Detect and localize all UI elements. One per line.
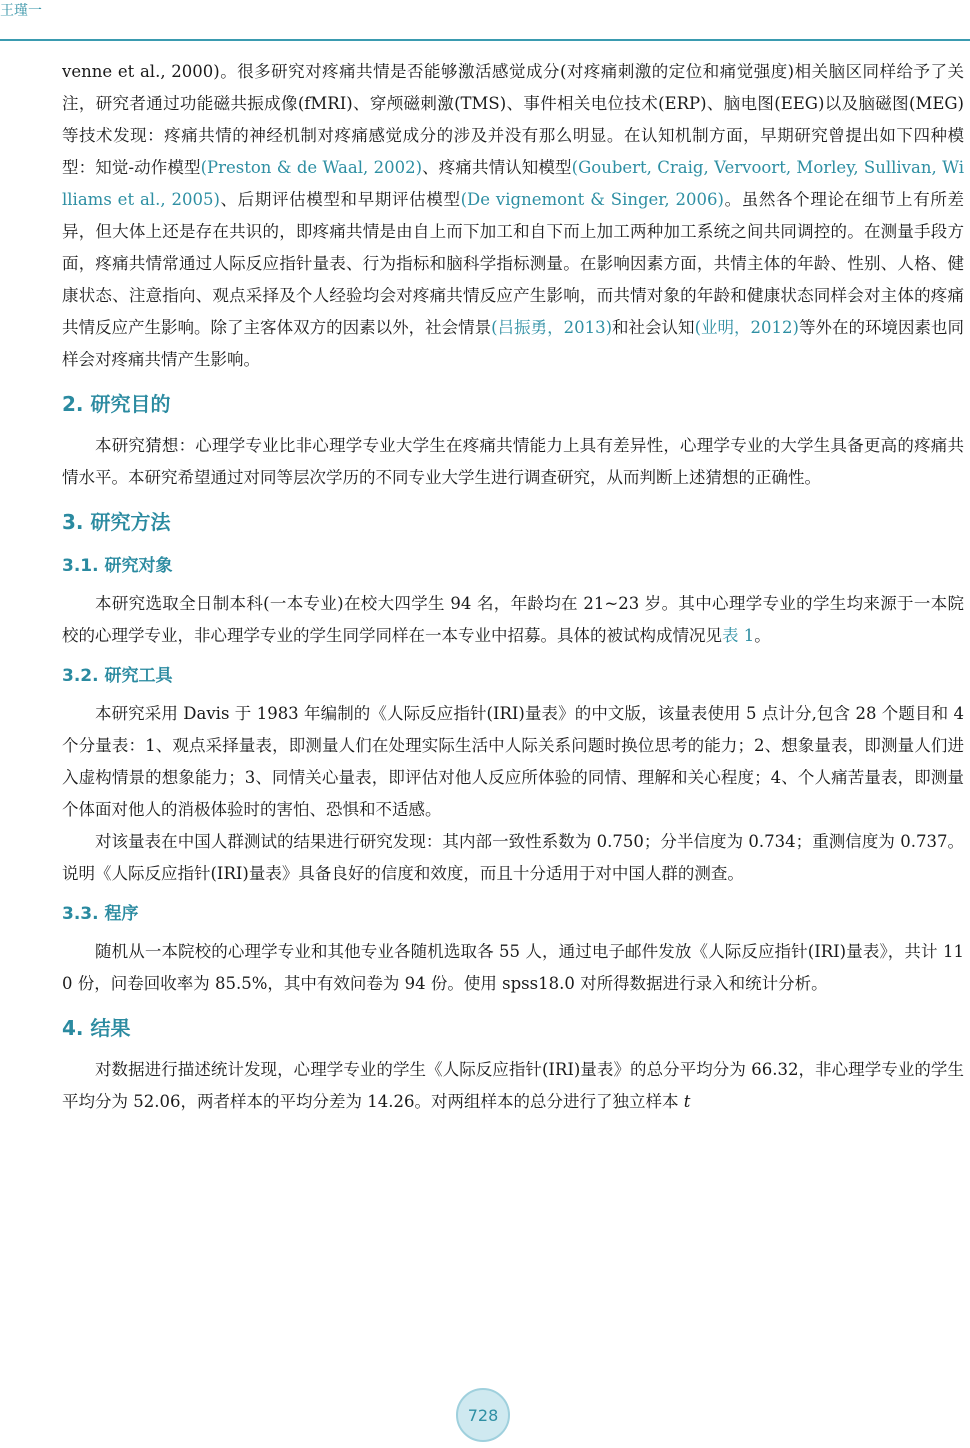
intro-text-3: 、后期评估模型和早期评估模型 <box>219 190 461 209</box>
section-2-heading: 2. 研究目的 <box>62 392 171 416</box>
section-3-1-text-1: 本研究选取全日制本科(一本专业)在校大四学生 94 名，年龄均在 21~23 岁。其中心理学专业的学生均来源于一本院校的心理学专业，非心理学专业的学生同学同样在一本专业中招募。具体的被试构成情况见 <box>62 594 964 645</box>
t-test-symbol: t <box>683 1092 691 1111</box>
section-3-2-paragraph-1: 本研究采用 Davis 于 1983 年编制的《人际反应指针(IRI)量表》的中文版，该量表使用 5 点计分,包含 28 个题目和 4 个分量表：1、观点采择量表，即测量人们在处理实际生活中人际关系问题时换位思考的能力；2、想象量表，即测量人们进入虚构情景的想象能力；3、同情关心量表，即评估对他人反应所体验的同情、理解和关心程度；4、个人痛苦量表，即测量个体面对他人的消极体验时的害怕、恐惧和不适感。 <box>62 704 964 819</box>
intro-text-5: 和社会认知 <box>612 318 695 337</box>
citation-lv[interactable]: (吕振勇，2013) <box>491 318 613 337</box>
section-4-heading: 4. 结果 <box>62 1016 131 1040</box>
section-3-3-heading: 3.3. 程序 <box>62 904 139 924</box>
section-3-1-text-2: 。 <box>754 626 771 645</box>
intro-text-1: venne et al., 2000)。很多研究对疼痛共情是否能够激活感觉成分(对疼痛刺激的定位和痛觉强度)相关脑区同样给予了关注，研究者通过功能磁共振成像(fMRI)、穿颅磁刺激(TMS)、事件相关电位技术(ERP)、脑电图(EEG)以及脑磁图(MEG)等技术发现：疼痛共情的神经机制对疼痛感觉成分的涉及并没有那么明显。在认知机制方面，早期研究曾提出如下四种模型：知觉-动作模型 <box>62 62 964 177</box>
running-head-author: 王瑾一 <box>0 3 42 19</box>
citation-goubert[interactable]: (Goubert, Craig, Vervoort, Morley, Sullivan, Williams et al., 2005) <box>62 158 965 209</box>
header-rule <box>0 39 970 41</box>
citation-preston[interactable]: (Preston & de Waal, 2002) <box>200 158 423 177</box>
section-3-1-paragraph <box>62 588 964 652</box>
section-3-2-heading: 3.2. 研究工具 <box>62 666 173 686</box>
page-number-badge: 728 <box>456 1388 510 1442</box>
intro-text-6: 等外在的环境因素也同样会对疼痛共情产生影响。 <box>62 318 965 369</box>
citation-ye[interactable]: (业明，2012) <box>694 318 799 337</box>
section-3-1-heading: 3.1. 研究对象 <box>62 556 173 576</box>
intro-text-4: 。虽然各个理论在细节上有所差异，但大体上还是存在共识的，即疼痛共情是由自上而下加工和自下而上加工两种加工系统之间共同调控的。在测量手段方面，疼痛共情常通过人际反应指针量表、行为指标和脑科学指标测量。在影响因素方面，共情主体的年龄、性别、人格、健康状态、注意指向、观点采择及个人经验均会对疼痛共情反应产生影响，而共情对象的年龄和健康状态同样会对主体的疼痛共情反应产生影响。除了主客体双方的因素以外，社会情景 <box>62 190 965 337</box>
intro-paragraph <box>62 56 964 376</box>
article-body <box>62 56 964 1118</box>
table-1-reference[interactable]: 表 1 <box>722 626 755 645</box>
section-3-3-paragraph: 随机从一本院校的心理学专业和其他专业各随机选取各 55 人，通过电子邮件发放《人际反应指针(IRI)量表》，共计 110 份，问卷回收率为 85.5%，其中有效问卷为 94 份。使用 spss18.0 对所得数据进行录入和统计分析。 <box>62 942 964 993</box>
section-4-text: 对数据进行描述统计发现，心理学专业的学生《人际反应指针(IRI)量表》的总分平均分为 66.32，非心理学专业的学生平均分为 52.06，两者样本的平均分差为 14.26。对两组样本的总分进行了独立样本 <box>62 1060 964 1111</box>
section-3-heading: 3. 研究方法 <box>62 510 171 534</box>
section-2-paragraph: 本研究猜想：心理学专业比非心理学专业大学生在疼痛共情能力上具有差异性，心理学专业的大学生具备更高的疼痛共情水平。本研究希望通过对同等层次学历的不同专业大学生进行调查研究，从而判断上述猜想的正确性。 <box>62 436 964 487</box>
section-4-paragraph <box>62 1054 964 1118</box>
section-3-2-paragraph-2: 对该量表在中国人群测试的结果进行研究发现：其内部一致性系数为 0.750；分半信度为 0.734；重测信度为 0.737。说明《人际反应指针(IRI)量表》具备良好的信度和效度，而且十分适用于对中国人群的测查。 <box>62 832 964 883</box>
citation-devignemont[interactable]: (De vignemont & Singer, 2006) <box>460 190 724 209</box>
intro-text-2: 、疼痛共情认知模型 <box>422 158 572 177</box>
